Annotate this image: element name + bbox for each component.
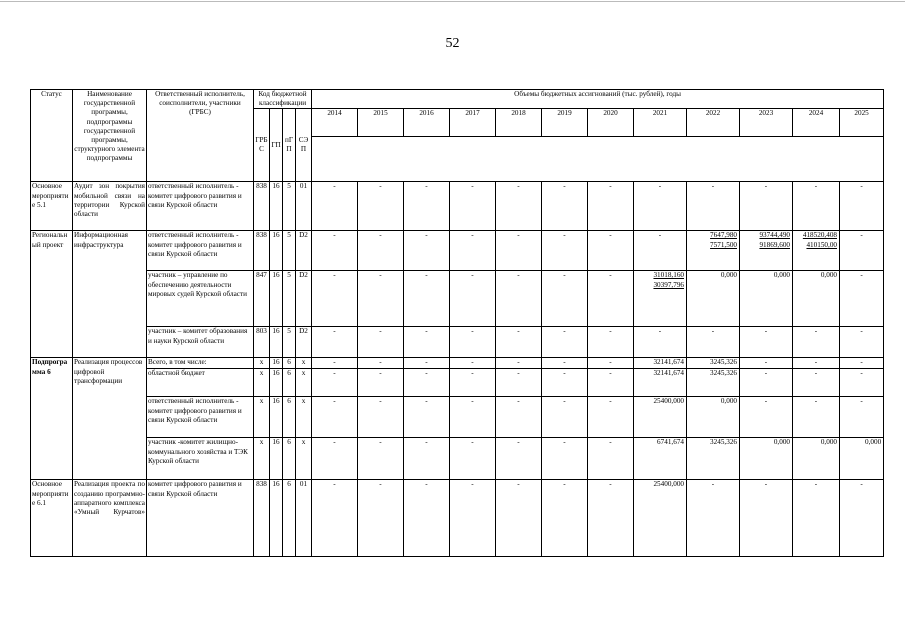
- pgp-cell: 5: [283, 182, 296, 231]
- table-row: [31, 358, 884, 369]
- value-cell-2024: 0,000: [793, 271, 840, 327]
- value-cell-2017: -: [450, 480, 496, 557]
- name-cell: Реализация процессов цифровой трансформации: [73, 358, 147, 480]
- table-row: [31, 327, 884, 358]
- value-cell-2015: -: [358, 438, 404, 480]
- value-cell-2025: -: [840, 327, 884, 358]
- value-cell-2019: -: [542, 358, 588, 369]
- value-cell-2025: -: [840, 369, 884, 397]
- value-cell-2016: -: [404, 369, 450, 397]
- value-cell-2018: -: [496, 438, 542, 480]
- year-header: 2018: [496, 109, 542, 137]
- value-cell-2018: -: [496, 271, 542, 327]
- budget-table: [30, 89, 884, 557]
- header-spacer: [312, 137, 884, 182]
- year-header: 2015: [358, 109, 404, 137]
- value-cell-2025: -: [840, 358, 884, 369]
- grbs-cell: x: [254, 438, 270, 480]
- grbs-cell: 838: [254, 480, 270, 557]
- responsible-cell: ответственный исполнитель - комитет цифрового развития и связи Курской области: [147, 231, 254, 271]
- value-cell-2015: -: [358, 271, 404, 327]
- responsible-cell: участник -комитет жилищно-коммунального хозяйства и ТЭК Курской области: [147, 438, 254, 480]
- year-header: 2016: [404, 109, 450, 137]
- gp-cell: 16: [270, 397, 283, 438]
- pgp-cell: 6: [283, 480, 296, 557]
- value-cell-2022: -: [687, 480, 740, 557]
- value-cell-2024: -: [793, 327, 840, 358]
- value-cell-2025: -: [840, 397, 884, 438]
- responsible-cell: комитет цифрового развития и связи Курской области: [147, 480, 254, 557]
- gp-cell: 16: [270, 327, 283, 358]
- gp-cell: 16: [270, 231, 283, 271]
- year-header: 2014: [312, 109, 358, 137]
- value-cell-2023: -: [740, 358, 793, 369]
- table-row: [31, 231, 884, 271]
- value-cell-2021: -: [634, 231, 687, 271]
- value-cell-2014: -: [312, 438, 358, 480]
- value-cell-2024: -: [793, 358, 840, 369]
- value-cell-2023: -: [740, 369, 793, 397]
- gp-cell: 16: [270, 358, 283, 369]
- header-status: Статус: [31, 90, 73, 182]
- value-cell-2014: -: [312, 327, 358, 358]
- value-cell-2015: -: [358, 397, 404, 438]
- value-cell-2020: -: [588, 438, 634, 480]
- value-cell-2021: 31018,160 30397,796: [634, 271, 687, 327]
- value-cell-2022: 0,000: [687, 271, 740, 327]
- value-cell-2018: -: [496, 327, 542, 358]
- value-cell-2015: -: [358, 327, 404, 358]
- header-responsible: Ответственный исполнитель, соисполнители, участники (ГРБС): [147, 90, 254, 182]
- value-cell-2016: -: [404, 358, 450, 369]
- sep-cell: D2: [296, 271, 312, 327]
- pgp-cell: 5: [283, 327, 296, 358]
- value-cell-2021: 32141,674: [634, 369, 687, 397]
- responsible-cell: ответственный исполнитель - комитет цифрового развития и связи Курской области: [147, 397, 254, 438]
- value-cell-2021: 25400,000: [634, 397, 687, 438]
- grbs-cell: x: [254, 397, 270, 438]
- pgp-cell: 6: [283, 358, 296, 369]
- sep-cell: 01: [296, 480, 312, 557]
- pgp-cell: 6: [283, 438, 296, 480]
- gp-cell: 16: [270, 369, 283, 397]
- sep-cell: x: [296, 369, 312, 397]
- header-name: Наименование государственной программы, подпрограммы государственной программы, структурного элемента подпрограммы: [73, 90, 147, 182]
- value-cell-2022: 0,000: [687, 397, 740, 438]
- value-cell-2017: -: [450, 369, 496, 397]
- gp-cell: 16: [270, 480, 283, 557]
- value-cell-2014: -: [312, 358, 358, 369]
- gp-cell: 16: [270, 438, 283, 480]
- value-cell-2024: 418520,408 410150,00: [793, 231, 840, 271]
- value-cell-2025: -: [840, 271, 884, 327]
- year-header: 2022: [687, 109, 740, 137]
- sep-cell: D2: [296, 327, 312, 358]
- value-cell-2015: -: [358, 231, 404, 271]
- table-row: [31, 271, 884, 327]
- table-row: [31, 480, 884, 557]
- name-cell: Реализация проекта по созданию программно-аппаратного комплекса «Умный Курчатов»: [73, 480, 147, 557]
- value-cell-2014: -: [312, 397, 358, 438]
- status-cell: Основное мероприятие 6.1: [31, 480, 73, 557]
- status-cell: Подпрограмма 6: [31, 358, 73, 480]
- value-cell-2020: -: [588, 182, 634, 231]
- value-cell-2016: -: [404, 231, 450, 271]
- value-cell-2016: -: [404, 480, 450, 557]
- value-cell-2019: -: [542, 231, 588, 271]
- page-number: 52: [445, 36, 460, 51]
- value-cell-2017: -: [450, 182, 496, 231]
- value-cell-2020: -: [588, 358, 634, 369]
- value-cell-2018: -: [496, 358, 542, 369]
- value-cell-2020: -: [588, 327, 634, 358]
- value-cell-2019: -: [542, 369, 588, 397]
- value-cell-2024: 0,000: [793, 438, 840, 480]
- grbs-cell: x: [254, 369, 270, 397]
- value-cell-2015: -: [358, 182, 404, 231]
- sep-cell: 01: [296, 182, 312, 231]
- value-cell-2022: 7647,980 7571,500: [687, 231, 740, 271]
- value-cell-2023: 0,000: [740, 271, 793, 327]
- value-cell-2025: -: [840, 231, 884, 271]
- value-cell-2023: 93744,490 91869,600: [740, 231, 793, 271]
- value-cell-2014: -: [312, 369, 358, 397]
- year-header: 2024: [793, 109, 840, 137]
- value-cell-2015: -: [358, 480, 404, 557]
- header-pgp: пГП: [283, 109, 296, 182]
- year-header: 2019: [542, 109, 588, 137]
- status-cell: Региональный проект: [31, 231, 73, 358]
- value-cell-2017: -: [450, 397, 496, 438]
- header-gp: ГП: [270, 109, 283, 182]
- value-cell-2024: -: [793, 397, 840, 438]
- scan-top-edge: [0, 1, 905, 2]
- year-header: 2017: [450, 109, 496, 137]
- value-cell-2022: 3245,326: [687, 438, 740, 480]
- header-budget-code: Код бюджетной классификации: [254, 90, 312, 109]
- value-cell-2014: -: [312, 271, 358, 327]
- table-row: [31, 438, 884, 480]
- value-cell-2018: -: [496, 480, 542, 557]
- sep-cell: x: [296, 397, 312, 438]
- value-cell-2014: -: [312, 182, 358, 231]
- value-cell-2019: -: [542, 182, 588, 231]
- value-cell-2025: 0,000: [840, 438, 884, 480]
- header-volumes: Объемы бюджетных ассигнований (тыс. рублей), годы: [312, 90, 884, 109]
- status-cell: Основное мероприятие 5.1: [31, 182, 73, 231]
- grbs-cell: x: [254, 358, 270, 369]
- value-cell-2021: 25400,000: [634, 480, 687, 557]
- header-sep: СЭП: [296, 109, 312, 182]
- gp-cell: 16: [270, 271, 283, 327]
- value-cell-2020: -: [588, 397, 634, 438]
- gp-cell: 16: [270, 182, 283, 231]
- header-row-1: [31, 90, 884, 109]
- table-row: [31, 397, 884, 438]
- value-cell-2017: -: [450, 327, 496, 358]
- value-cell-2014: -: [312, 480, 358, 557]
- value-cell-2023: -: [740, 480, 793, 557]
- value-cell-2021: -: [634, 182, 687, 231]
- value-cell-2022: 3245,326: [687, 369, 740, 397]
- value-cell-2016: -: [404, 397, 450, 438]
- value-cell-2025: -: [840, 182, 884, 231]
- value-cell-2015: -: [358, 369, 404, 397]
- table-row: [31, 369, 884, 397]
- value-cell-2020: -: [588, 231, 634, 271]
- table-row: [31, 182, 884, 231]
- value-cell-2021: 32141,674: [634, 358, 687, 369]
- sep-cell: x: [296, 358, 312, 369]
- value-cell-2018: -: [496, 231, 542, 271]
- value-cell-2021: -: [634, 327, 687, 358]
- value-cell-2019: -: [542, 480, 588, 557]
- pgp-cell: 5: [283, 231, 296, 271]
- value-cell-2015: -: [358, 358, 404, 369]
- budget-table-body: [31, 90, 884, 557]
- value-cell-2018: -: [496, 369, 542, 397]
- value-cell-2022: -: [687, 327, 740, 358]
- sep-cell: x: [296, 438, 312, 480]
- value-cell-2016: -: [404, 438, 450, 480]
- grbs-cell: 838: [254, 231, 270, 271]
- responsible-cell: участник – комитет образования и науки Курской области: [147, 327, 254, 358]
- value-cell-2020: -: [588, 369, 634, 397]
- responsible-cell: Всего, в том числе:: [147, 358, 254, 369]
- responsible-cell: ответственный исполнитель - комитет цифрового развития и связи Курской области: [147, 182, 254, 231]
- value-cell-2023: 0,000: [740, 438, 793, 480]
- value-cell-2020: -: [588, 480, 634, 557]
- value-cell-2024: -: [793, 369, 840, 397]
- value-cell-2023: -: [740, 327, 793, 358]
- year-header: 2021: [634, 109, 687, 137]
- grbs-cell: 803: [254, 327, 270, 358]
- value-cell-2016: -: [404, 182, 450, 231]
- pgp-cell: 6: [283, 397, 296, 438]
- value-cell-2022: 3245,326: [687, 358, 740, 369]
- header-grbs: ГРБС: [254, 109, 270, 182]
- value-cell-2019: -: [542, 271, 588, 327]
- pgp-cell: 5: [283, 271, 296, 327]
- value-cell-2022: -: [687, 182, 740, 231]
- value-cell-2019: -: [542, 438, 588, 480]
- value-cell-2024: -: [793, 480, 840, 557]
- value-cell-2017: -: [450, 231, 496, 271]
- pgp-cell: 6: [283, 369, 296, 397]
- value-cell-2023: -: [740, 397, 793, 438]
- grbs-cell: 847: [254, 271, 270, 327]
- value-cell-2014: -: [312, 231, 358, 271]
- value-cell-2020: -: [588, 271, 634, 327]
- year-header: 2023: [740, 109, 793, 137]
- responsible-cell: областной бюджет: [147, 369, 254, 397]
- value-cell-2017: -: [450, 271, 496, 327]
- value-cell-2024: -: [793, 182, 840, 231]
- value-cell-2018: -: [496, 397, 542, 438]
- value-cell-2017: -: [450, 358, 496, 369]
- value-cell-2017: -: [450, 438, 496, 480]
- name-cell: Аудит зон покрытия мобильной связи на территории Курской области: [73, 182, 147, 231]
- sep-cell: D2: [296, 231, 312, 271]
- responsible-cell: участник – управление по обеспечению деятельности мировых судей Курской области: [147, 271, 254, 327]
- name-cell: Информационная инфраструктура: [73, 231, 147, 358]
- grbs-cell: 838: [254, 182, 270, 231]
- year-header: 2025: [840, 109, 884, 137]
- value-cell-2019: -: [542, 327, 588, 358]
- value-cell-2016: -: [404, 327, 450, 358]
- value-cell-2025: -: [840, 480, 884, 557]
- value-cell-2023: -: [740, 182, 793, 231]
- value-cell-2018: -: [496, 182, 542, 231]
- value-cell-2016: -: [404, 271, 450, 327]
- value-cell-2021: 6741,674: [634, 438, 687, 480]
- year-header: 2020: [588, 109, 634, 137]
- value-cell-2019: -: [542, 397, 588, 438]
